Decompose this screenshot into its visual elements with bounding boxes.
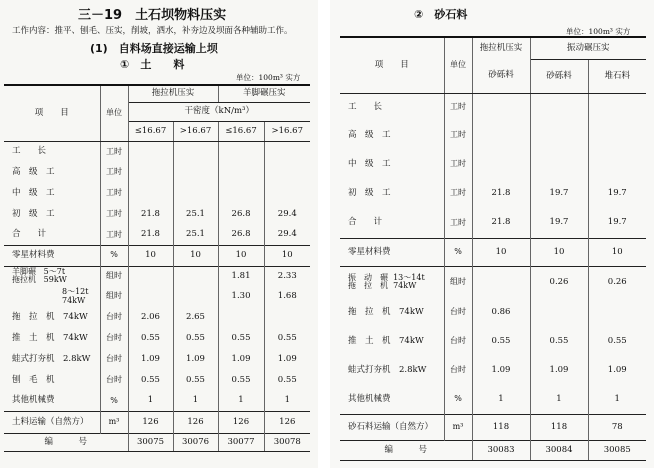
cell: 19.7 — [530, 208, 588, 238]
row-unit: m³ — [100, 411, 128, 433]
row-unit: % — [100, 391, 128, 411]
row-label-spec: 5～7t — [43, 266, 66, 276]
row-label: 拖 拉 机 74kW — [340, 298, 444, 327]
cell — [530, 298, 588, 327]
section-title: 三－19 土石坝物料压实 — [78, 8, 227, 23]
cell: 1.09 — [277, 354, 297, 365]
row-label: 初 级 工 — [4, 204, 100, 225]
cell — [530, 150, 588, 179]
cell — [128, 141, 173, 162]
cell: 21.8 — [472, 179, 530, 208]
table-row — [340, 93, 646, 121]
row-label: 砂石料运输（自然方） — [340, 414, 444, 440]
row-unit: 工时 — [100, 225, 128, 245]
code-label: 编 号 — [340, 440, 472, 460]
row-label-name: 羊脚碾 — [12, 266, 36, 276]
cell: 118 — [472, 414, 530, 440]
cell: 0.55 — [277, 375, 297, 386]
row-unit: m³ — [444, 414, 472, 440]
table-row — [4, 266, 310, 286]
row-label: 合 计 — [340, 208, 444, 238]
header-sheepsfoot: 羊脚碾压实 — [218, 85, 310, 102]
table-row — [340, 179, 646, 208]
table-row — [4, 433, 310, 451]
cell: 126 — [264, 411, 310, 433]
row-label: 蛙式打夯机 2.8kW — [340, 356, 444, 385]
cell — [530, 93, 588, 121]
table-row — [340, 150, 646, 179]
row-unit: % — [444, 238, 472, 266]
row-label: 工 长 — [4, 141, 100, 162]
col-header: 砂砾料 — [530, 59, 588, 93]
code-cell: 30075 — [128, 433, 173, 451]
page-gutter — [318, 0, 330, 468]
row-label: 其他机械费 — [340, 385, 444, 414]
row-unit: 台时 — [100, 328, 128, 349]
row-label-spec: 13～14t — [393, 272, 425, 282]
table-row — [4, 391, 310, 411]
cell — [264, 141, 310, 162]
col-header: 砂砾料 — [472, 59, 530, 93]
table-row — [4, 141, 310, 162]
table-row — [340, 414, 646, 440]
cell: 21.8 — [128, 204, 173, 225]
cell: 126 — [173, 411, 218, 433]
row-label: 中 级 工 — [4, 183, 100, 204]
col-header: >16.67 — [173, 121, 218, 141]
row-label: 中 级 工 — [340, 150, 444, 179]
cell: 1.09 — [173, 349, 218, 370]
row-label: 土料运输（自然方） — [4, 411, 100, 433]
row-label: 推 土 机 74kW — [4, 328, 100, 349]
cell — [128, 286, 173, 307]
left-page — [0, 0, 318, 468]
table-row — [4, 183, 310, 204]
cell — [173, 162, 218, 183]
sub-subtitle: ② 砂石料 — [414, 8, 468, 21]
cell: 25.1 — [173, 204, 218, 225]
row-label: 推 土 机 74kW — [340, 327, 444, 356]
header-tractor: 拖拉机压实 — [472, 37, 530, 59]
row-unit: 台时 — [100, 349, 128, 370]
cell: 1.09 — [128, 349, 173, 370]
cell — [472, 121, 530, 150]
cell — [588, 93, 646, 121]
cell — [218, 183, 264, 204]
row-unit: 台时 — [444, 356, 472, 385]
row-label: 工 长 — [340, 93, 444, 121]
row-label: 蛙式打夯机 2.8kW — [4, 349, 100, 370]
cell: 0.55 — [607, 336, 627, 347]
cell: 1 — [472, 385, 530, 414]
subtitle: (1) 自料场直接运输上坝 — [90, 42, 218, 55]
code-cell: 30078 — [264, 433, 310, 451]
table-row — [4, 307, 310, 328]
code-cell: 30085 — [588, 440, 646, 460]
cell: 29.4 — [277, 209, 297, 220]
row-label-spec: 8～12t — [62, 287, 89, 297]
cell: 10 — [264, 245, 310, 266]
cell: 0.55 — [173, 370, 218, 391]
cell: 1 — [614, 393, 620, 404]
row-label-name: 拖拉机 — [12, 275, 36, 285]
cell: 10 — [588, 238, 646, 266]
cell: 1 — [218, 391, 264, 411]
cell — [472, 266, 530, 298]
unit-note: 单位：100m³ 实方 — [566, 27, 631, 36]
cell: 78 — [588, 414, 646, 440]
cell — [472, 150, 530, 179]
cell — [530, 121, 588, 150]
cell — [264, 307, 310, 328]
cell: 26.8 — [218, 225, 264, 245]
cell: 1.09 — [218, 349, 264, 370]
table-row — [4, 204, 310, 225]
row-label — [340, 266, 444, 298]
header-vibratory: 振动碾压实 — [530, 37, 646, 59]
cell: 1.30 — [218, 286, 264, 307]
header-tractor: 拖拉机压实 — [128, 85, 218, 102]
cell — [173, 141, 218, 162]
cell: 1 — [173, 391, 218, 411]
table-row — [4, 286, 310, 307]
row-label-spec: 59kW — [43, 275, 67, 285]
cell: 1 — [128, 391, 173, 411]
table-row — [340, 440, 646, 460]
col-header: 堆石料 — [588, 59, 646, 93]
row-unit: 工时 — [444, 93, 472, 121]
cell: 2.06 — [128, 307, 173, 328]
row-unit: 工时 — [444, 208, 472, 238]
table-row — [340, 266, 646, 298]
cell — [218, 162, 264, 183]
cell: 10 — [128, 245, 173, 266]
row-unit: 工时 — [444, 179, 472, 208]
cell: 1 — [284, 395, 290, 406]
cell: 1.09 — [530, 356, 588, 385]
cell: 10 — [218, 245, 264, 266]
row-unit: % — [100, 245, 128, 266]
col-header: ≤16.67 — [128, 121, 173, 141]
cell: 0.86 — [472, 298, 530, 327]
cell: 0.55 — [218, 328, 264, 349]
row-label — [4, 286, 100, 307]
table-row — [4, 225, 310, 245]
cell: 0.55 — [277, 333, 297, 344]
cell: 29.4 — [277, 229, 297, 240]
cell: 19.7 — [607, 188, 627, 199]
row-label: 其他机械费 — [4, 391, 100, 411]
row-unit: 工时 — [444, 150, 472, 179]
cell: 1 — [530, 385, 588, 414]
header-dry-density: 干密度（kN/m³） — [128, 102, 310, 121]
cell: 126 — [128, 411, 173, 433]
cell: 19.7 — [530, 179, 588, 208]
cell: 0.26 — [530, 266, 588, 298]
row-label: 高 级 工 — [340, 121, 444, 150]
row-unit: 组时 — [444, 266, 472, 298]
code-cell: 30084 — [530, 440, 588, 460]
cell: 10 — [530, 238, 588, 266]
table-row — [340, 238, 646, 266]
cell — [173, 286, 218, 307]
row-unit: 工时 — [100, 204, 128, 225]
table-row — [340, 121, 646, 150]
row-label: 高 级 工 — [4, 162, 100, 183]
cell: 0.26 — [588, 266, 646, 298]
right-page — [330, 0, 654, 468]
row-label: 零星材料费 — [4, 245, 100, 266]
cell — [128, 162, 173, 183]
row-label: 初 级 工 — [340, 179, 444, 208]
table-row — [340, 298, 646, 327]
cell: 2.33 — [264, 266, 310, 286]
row-unit: 台时 — [444, 298, 472, 327]
row-label: 合 计 — [4, 225, 100, 245]
cell — [173, 183, 218, 204]
row-label-spec: 74kW — [393, 281, 417, 291]
table-row — [4, 328, 310, 349]
cell: 2.65 — [173, 307, 218, 328]
cell: 0.55 — [173, 328, 218, 349]
cell: 10 — [472, 238, 530, 266]
cell: 0.55 — [530, 327, 588, 356]
row-label: 刨 毛 机 — [4, 370, 100, 391]
table-row — [340, 385, 646, 414]
cell: 25.1 — [173, 225, 218, 245]
cell — [218, 141, 264, 162]
cell — [264, 183, 310, 204]
cell: 0.55 — [472, 327, 530, 356]
row-unit: 台时 — [100, 370, 128, 391]
sub-subtitle: ① 土 料 — [120, 58, 185, 71]
row-label: 零星材料费 — [340, 238, 444, 266]
row-unit: % — [444, 385, 472, 414]
code-label: 编 号 — [4, 433, 128, 451]
cell — [588, 150, 646, 179]
cell — [588, 121, 646, 150]
row-label — [4, 266, 100, 286]
cell — [128, 183, 173, 204]
cell — [588, 298, 646, 327]
header-item: 项 目 — [4, 85, 100, 141]
cell — [218, 307, 264, 328]
row-label-spec: 74kW — [62, 295, 86, 305]
row-label: 拖 拉 机 74kW — [4, 307, 100, 328]
header-unit: 单位 — [444, 37, 472, 93]
row-label-name: 振 动 碾 — [348, 272, 388, 282]
code-cell: 30083 — [472, 440, 530, 460]
table-row — [4, 349, 310, 370]
cell: 1.09 — [607, 365, 627, 376]
unit-note: 单位：100m³ 实方 — [236, 73, 301, 82]
row-unit: 组时 — [100, 286, 128, 307]
soil-norm-table — [4, 84, 310, 452]
cell — [173, 266, 218, 286]
cell: 0.55 — [128, 328, 173, 349]
table-row — [340, 327, 646, 356]
cell: 126 — [218, 411, 264, 433]
row-unit: 台时 — [444, 327, 472, 356]
row-unit: 工时 — [100, 183, 128, 204]
col-header: ≤16.67 — [218, 121, 264, 141]
table-row — [4, 245, 310, 266]
table-row — [340, 356, 646, 385]
cell: 1.09 — [472, 356, 530, 385]
code-cell: 30076 — [173, 433, 218, 451]
gravel-norm-table — [340, 36, 646, 461]
header-unit: 单位 — [100, 85, 128, 141]
cell: 10 — [173, 245, 218, 266]
cell: 21.8 — [128, 225, 173, 245]
row-unit: 组时 — [100, 266, 128, 286]
cell — [264, 162, 310, 183]
row-label-name: 拖 拉 机 — [348, 281, 388, 291]
header-item: 项 目 — [340, 37, 444, 93]
cell: 19.7 — [607, 217, 627, 228]
cell: 0.55 — [218, 370, 264, 391]
code-cell: 30077 — [218, 433, 264, 451]
cell: 21.8 — [472, 208, 530, 238]
row-unit: 工时 — [444, 121, 472, 150]
table-row — [4, 162, 310, 183]
table-row — [4, 411, 310, 433]
table-row — [340, 208, 646, 238]
row-unit: 工时 — [100, 141, 128, 162]
cell: 1.81 — [218, 266, 264, 286]
table-row — [4, 370, 310, 391]
cell: 1.68 — [277, 291, 297, 302]
cell — [128, 266, 173, 286]
cell: 26.8 — [218, 204, 264, 225]
cell: 0.55 — [128, 370, 173, 391]
work-content: 工作内容：推平、刨毛、压实，削坡，洒水，补夯边及坝面各种辅助工作。 — [12, 26, 293, 36]
cell — [472, 93, 530, 121]
cell: 118 — [530, 414, 588, 440]
row-unit: 工时 — [100, 162, 128, 183]
col-header: >16.67 — [264, 121, 310, 141]
row-unit: 台时 — [100, 307, 128, 328]
